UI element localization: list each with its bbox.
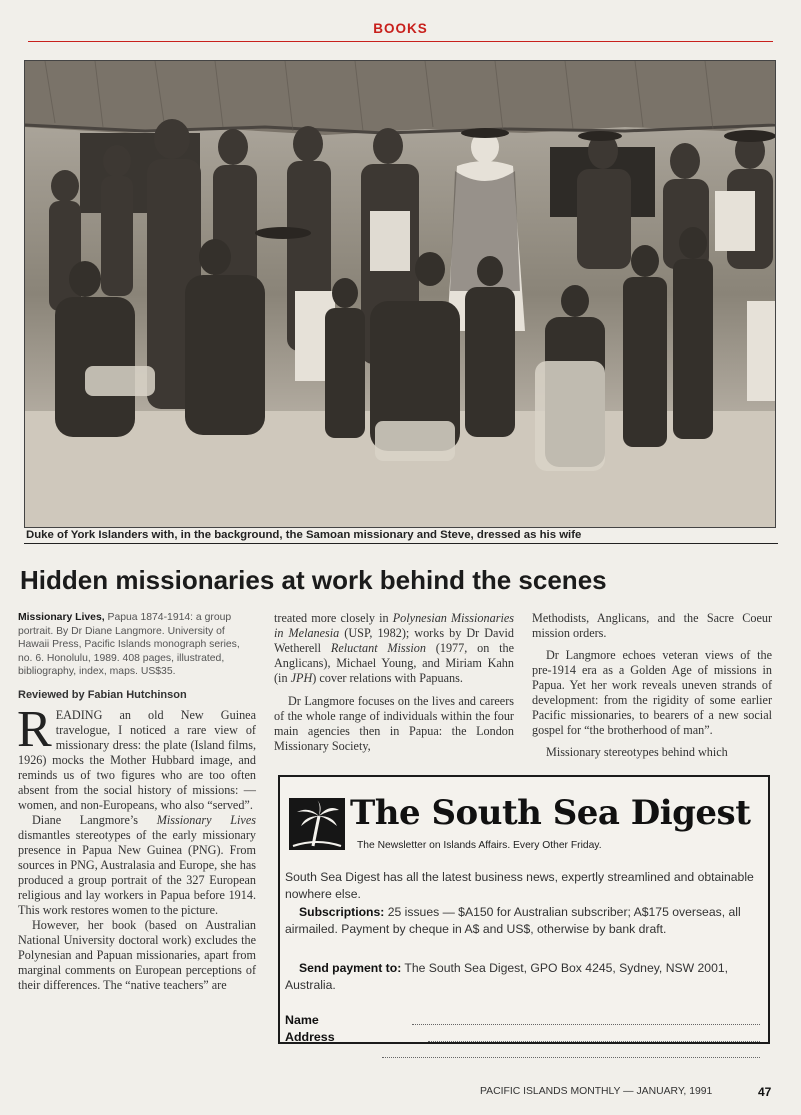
ad-body: South Sea Digest has all the latest business news, expertly streamlined and obtainable nowhere else. [285,870,754,901]
reviewer-byline: Reviewed by Fabian Hutchinson [18,688,187,701]
page-number: 47 [758,1085,772,1099]
book-details [18,611,256,679]
palm-tree-logo-icon [289,798,345,850]
header-rule [28,41,773,42]
paragraph-3: However, her book (based on Australian National University doctoral work) excludes the Polynesian and Papuan missionaries, apart from marginal comments on European perceptions of their differences. The “native teachers” are [18,917,256,992]
ad-tagline: The Newsletter on Islands Affairs. Every Other Friday. [357,840,602,851]
article-column-2 [274,611,514,754]
address-field-line-2[interactable] [382,1056,760,1058]
subscriptions-label: Subscriptions: [299,905,385,919]
address-field-label: Address [285,1030,335,1044]
section-label: BOOKS [373,21,428,36]
photo-caption: Duke of York Islanders with, in the background, the Samoan missionary and Steve, dressed as his wife [24,527,778,544]
book-title: Missionary Lives, [18,612,105,623]
ad-subscriptions [285,904,763,938]
south-sea-digest-ad [278,775,770,1044]
article-column-3 [532,611,772,760]
ad-title: The South Sea Digest [350,793,751,833]
cited-title: JPH [290,671,313,685]
name-field-line[interactable] [412,1023,760,1025]
cited-title: Polynesian Missionaries in Melanesia [274,611,514,640]
opening-paragraph-text: EADING an old New Guinea travelogue, I noticed a rare view of missionary dress: the plate (Island films, 1926) mocks the Mother Hubbard image, and reminds us of two figures who are too often absent from the social history of missions: — women, and non-Europeans, who also “served”. [18,707,256,812]
drop-cap: R [17,700,52,758]
book-title-italic: Missionary Lives [156,812,256,827]
publication-footer: PACIFIC ISLANDS MONTHLY — JANUARY, 1991 [480,1086,713,1097]
payment-text: The South Sea Digest, GPO Box 4245, Sydney, NSW 2001, Australia. [285,961,729,992]
paragraph-text: Diane Langmore’s [32,812,157,827]
historical-group-photo [24,60,776,528]
paragraph-6: Methodists, Anglicans, and the Sacre Coeur mission orders. [532,611,772,640]
paragraph-4 [274,611,514,686]
paragraph-8: Missionary stereotypes behind which [546,745,728,759]
paragraph-text: dismantles stereotypes of the early missionary presence in Papua New Guinea (PNG). From sources in PNG, Australasia and Europe, she has produced a group portrait of the 327 European religious and lay workers in Papua before 1914. This work restores women to the picture. [18,827,256,917]
paragraph-text: ) cover relations with Papuans. [312,671,463,685]
paragraph-2 [18,813,256,918]
paragraph-7: Dr Langmore echoes veteran views of the pre-1914 era as a Golden Age of missions in Papua. Yet her work reveals uneven strands of development: from the rigidity of some earlier Pacific missionaries, to bearers of a new social gospel for “the brotherhood of man”. [532,648,772,737]
payment-label: Send payment to: [299,961,402,975]
ad-payment [285,960,763,994]
paragraph-text: (1977, on the Anglicans), Michael Young, and Miriam Kahn (in [274,641,514,685]
paragraph-text: (USP, 1982); works by Dr David Wetherell [274,626,514,655]
paragraph-text: treated more closely in [274,611,393,625]
book-publication-details: Papua 1874-1914: a group portrait. By Dr Diane Langmore. University of Hawaii Press, Pacific Islands monograph series, no. 6. Honolulu, 1989. 408 pages, illustrated, bibliography, index, maps. US$35. [18,612,240,678]
opening-paragraph [17,700,256,813]
name-field-label: Name [285,1013,319,1027]
paragraph-5: Dr Langmore focuses on the lives and careers of the whole range of individuals within the four main agencies then in Papua: the London Missionary Society, [274,694,514,753]
article-column-1 [18,611,256,993]
cited-title: Reluctant Mission [330,641,426,655]
address-field-line[interactable] [428,1040,760,1042]
subscriptions-text: 25 issues — $A150 for Australian subscriber; A$175 overseas, all airmailed. Payment by cheque in A$ and US$, otherwise by bank draft. [285,905,741,936]
article-headline: Hidden missionaries at work behind the scenes [20,565,607,595]
